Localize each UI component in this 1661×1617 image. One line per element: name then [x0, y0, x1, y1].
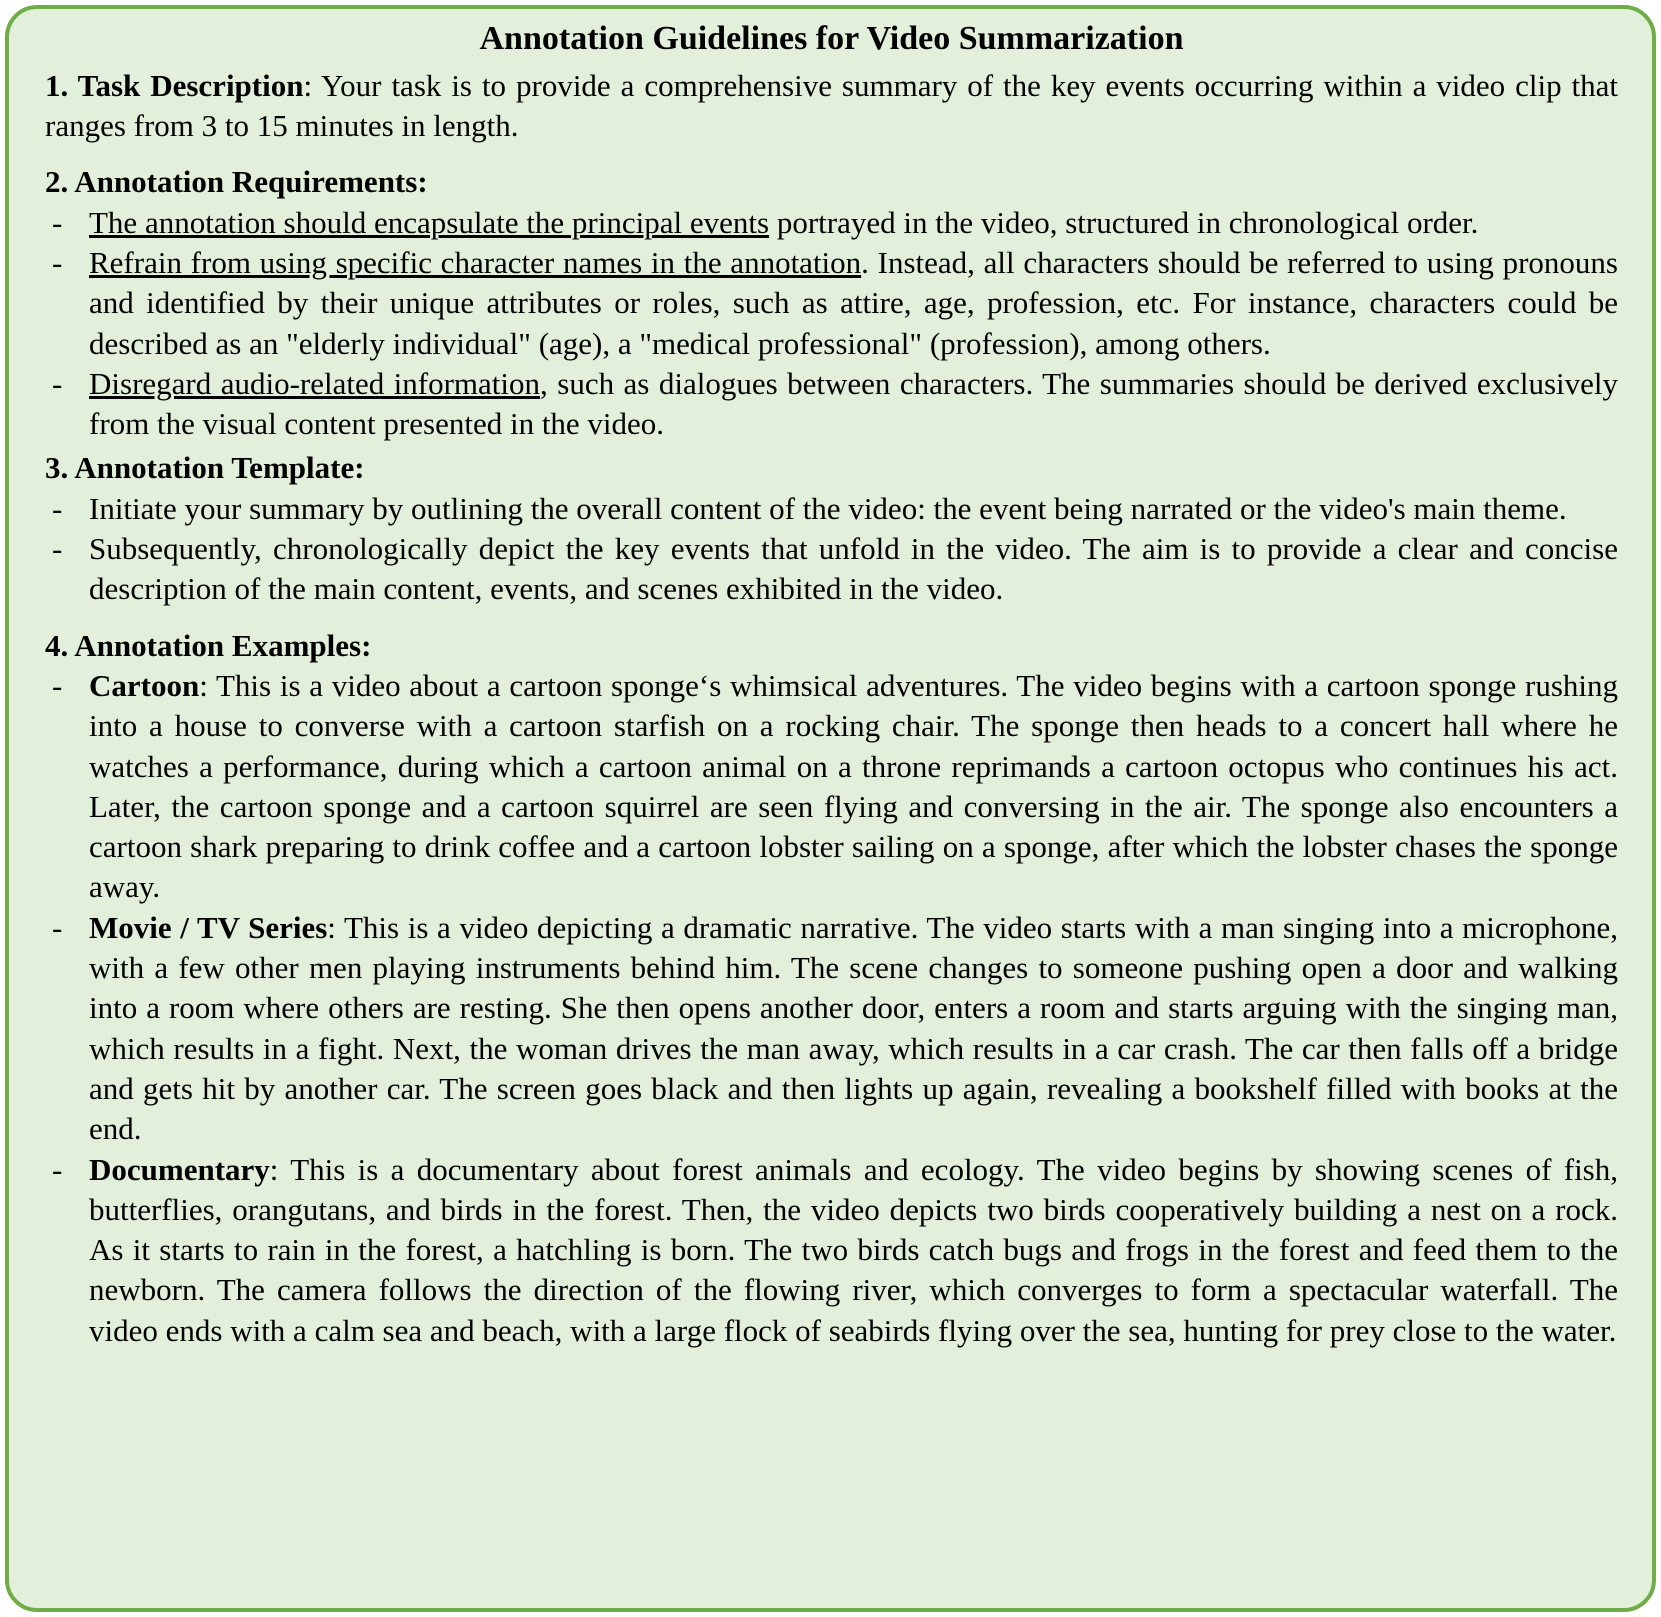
requirement-text — [89, 364, 1618, 445]
examples-heading: 4. Annotation Examples: — [45, 627, 372, 663]
example-label: Cartoon — [89, 667, 200, 703]
task-description-text: : Your task is to provide a comprehensive summary of the key events occurring within a video clip that ranges from 3 to 15 minutes in length. — [45, 67, 1618, 144]
requirement-item — [45, 203, 1618, 243]
requirement-underlined: Refrain from using specific character names in the annotation — [89, 244, 862, 280]
requirement-rest: portrayed in the video, structured in chronological order. — [769, 204, 1479, 240]
requirement-item — [45, 243, 1618, 364]
example-item-cartoon — [45, 666, 1618, 908]
example-text — [89, 666, 1618, 908]
bullet-marker: - — [52, 244, 63, 280]
example-text — [89, 1150, 1618, 1351]
template-heading: 3. Annotation Template: — [45, 450, 365, 486]
requirements-heading: 2. Annotation Requirements: — [45, 164, 428, 200]
bullet-marker: - — [52, 531, 63, 567]
bullet-marker: - — [52, 204, 63, 240]
bullet-marker: - — [52, 909, 63, 945]
example-body: : This is a video about a cartoon sponge‘s whimsical adventures. The video begins with a cartoon sponge rushing into a house to converse with a cartoon starfish on a rocking chair. The sponge then heads to a concert hall where he watches a performance, during which a cartoon animal on a throne reprimands a cartoon octopus who continues his act. Later, the cartoon sponge and a cartoon squirrel are seen flying and conversing in the air. The sponge also encounters a cartoon shark preparing to drink coffee and a cartoon lobster sailing on a sponge, after which the lobster chases the sponge away. — [89, 667, 1618, 905]
requirement-rest: . Instead, all characters should be referred to using pronouns and identified by their unique attributes or roles, such as attire, age, profession, etc. For instance, characters could be described as an "elderly individual" (age), a "medical professional" (profession), among others. — [89, 244, 1618, 361]
example-item-documentary — [45, 1150, 1618, 1351]
requirement-rest: , such as dialogues between characters. The summaries should be derived exclusively from the visual content presented in the video. — [89, 365, 1619, 442]
bullet-marker: - — [52, 1151, 63, 1187]
example-body: : This is a video depicting a dramatic narrative. The video starts with a man singing into a microphone, with a few other men playing instruments behind him. The scene changes to someone pushing open a door and walking into a room where others are resting. She then opens another door, enters a room and starts arguing with the singing man, which results in a fight. Next, the woman drives the man away, which results in a car crash. The car then falls off a bridge and gets hit by another car. The screen goes black and then lights up again, revealing a bookshelf filled with books at the end. — [89, 909, 1618, 1147]
example-item-movie-tv — [45, 908, 1618, 1150]
example-text — [89, 908, 1618, 1150]
template-item — [45, 529, 1618, 610]
bullet-marker: - — [52, 667, 63, 703]
requirement-underlined: Disregard audio-related information — [89, 365, 541, 401]
template-item — [45, 489, 1618, 529]
requirement-text — [89, 243, 1618, 364]
template-text: Subsequently, chronologically depict the key events that unfold in the video. The aim is to provide a clear and concise description of the main content, events, and scenes exhibited in the video. — [89, 531, 1618, 607]
requirement-underlined: The annotation should encapsulate the principal events — [89, 204, 770, 240]
bullet-marker: - — [52, 490, 63, 526]
example-body: : This is a documentary about forest animals and ecology. The video begins by showing scenes of fish, butterflies, orangutans, and birds in the forest. Then, the video depicts two birds cooperatively building a nest on a rock. As it starts to rain in the forest, a hatchling is born. The two birds catch bugs and frogs in the forest and feed them to the newborn. The camera follows the direction of the flowing river, which converges to form a spectacular waterfall. The video ends with a calm sea and beach, with a large flock of seabirds flying over the sea, hunting for prey close to the water. — [89, 1151, 1618, 1348]
guidelines-panel — [5, 5, 1656, 1612]
requirement-item — [45, 364, 1618, 445]
task-description-label: 1. Task Description — [45, 67, 304, 103]
bullet-marker: - — [52, 365, 63, 401]
page-title: Annotation Guidelines for Video Summarization — [479, 20, 1184, 57]
requirement-text — [89, 203, 1618, 243]
example-label: Movie / TV Series — [89, 909, 328, 945]
example-label: Documentary — [89, 1151, 270, 1187]
task-description-paragraph — [45, 66, 1618, 147]
template-text: Initiate your summary by outlining the overall content of the video: the event being narrated or the video's main theme. — [89, 490, 1567, 526]
